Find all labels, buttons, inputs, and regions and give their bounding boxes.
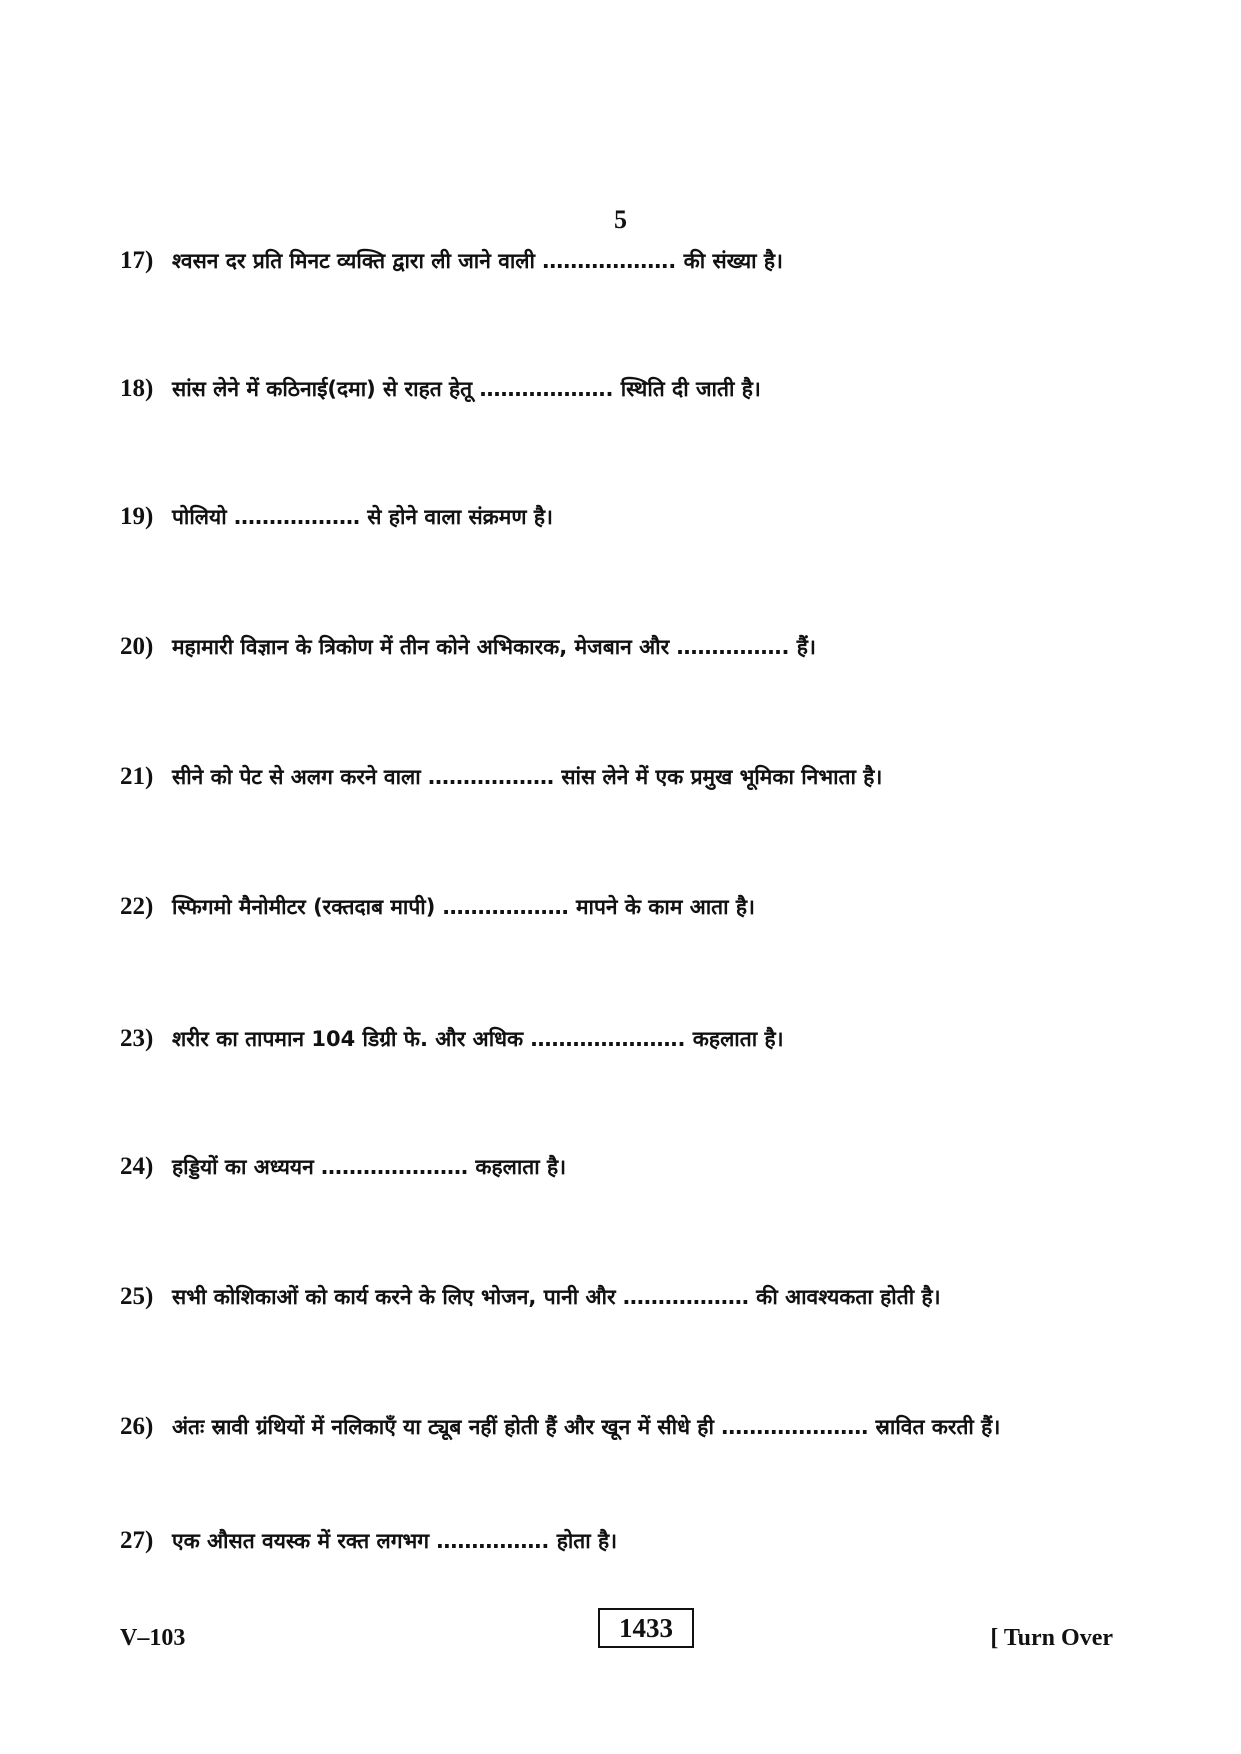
question-number: 25) [120,1283,154,1310]
question-19 [120,503,1200,531]
question-17 [120,247,1200,275]
question-number: 26) [120,1413,154,1440]
question-number: 24) [120,1153,154,1180]
question-text: सीने को पेट से अलग करने वाला ……………… सांस लेने में एक प्रमुख भूमिका निभाता है। [172,765,883,789]
question-number: 18) [120,375,154,402]
question-number: 17) [120,247,154,274]
question-text: श्वसन दर प्रति मिनट व्यक्ति द्वारा ली जाने वाली ………………. की संख्या है। [172,249,783,273]
page-number: 5 [614,205,627,234]
question-number: 21) [120,763,154,790]
paper-code: V–103 [120,1625,186,1651]
question-22 [120,893,1200,921]
question-number: 22) [120,893,154,920]
question-text: सांस लेने में कठिनाई(दमा) से राहत हेतू ………………. स्थिति दी जाती है। [172,377,761,401]
question-25 [120,1283,1200,1311]
question-text: महामारी विज्ञान के त्रिकोण में तीन कोने अभिकारक, मेजबान और ……………. हैं। [172,635,816,659]
question-text: हड्डियों का अध्ययन ………………… कहलाता है। [172,1155,567,1179]
question-number: 27) [120,1527,154,1554]
question-27 [120,1527,1200,1555]
question-23 [120,1025,1200,1053]
question-text: पोलियो ……………… से होने वाला संक्रमण है। [172,505,553,529]
question-number: 20) [120,633,154,660]
question-20 [120,633,1200,661]
question-text: अंतः स्रावी ग्रंथियों में नलिकाएँ या ट्यूब नहीं होती हैं और खून में सीधे ही ………………… स्रावित करती हैं। [172,1415,1001,1439]
turn-over-label: [ Turn Over [990,1625,1113,1651]
question-21 [120,763,1200,791]
question-18 [120,375,1200,403]
question-text: शरीर का तापमान 104 डिग्री फे. और अधिक …………………. कहलाता है। [172,1027,784,1051]
question-text: एक औसत वयस्क में रक्त लगभग ……………. होता है। [172,1529,618,1553]
question-text: सभी कोशिकाओं को कार्य करने के लिए भोजन, पानी और ……………… की आवश्यकता होती है। [172,1285,941,1309]
question-number: 23) [120,1025,154,1052]
question-26 [120,1413,1200,1441]
booklet-number-box: 1433 [598,1608,694,1648]
question-24 [120,1153,1200,1181]
question-number: 19) [120,503,154,530]
question-text: स्फिगमो मैनोमीटर (रक्तदाब मापी) ……………… मापने के काम आता है। [172,895,756,919]
